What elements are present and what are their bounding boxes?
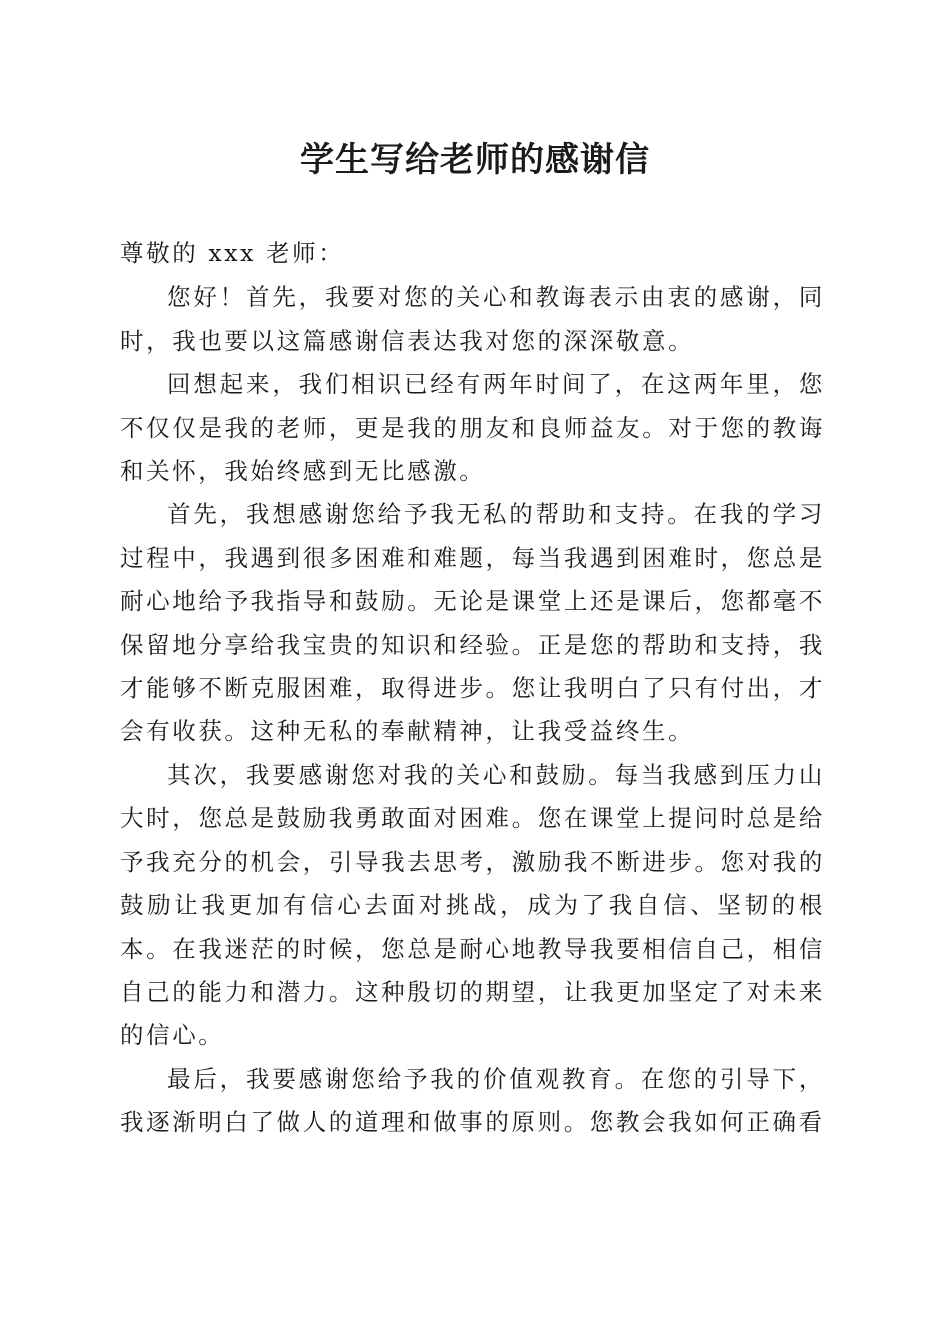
document-title: 学生写给老师的感谢信 — [300, 140, 650, 180]
salutation: 尊敬的 xxx 老师： — [120, 239, 345, 267]
paragraph-values: 最后，我要感谢您给予我的价值观教育。在您的引导下，我逐渐明白了做人的道理和做事的原则。您教会我如何正确看 — [120, 1064, 825, 1137]
paragraph-greeting: 您好！首先，我要对您的关心和教诲表示由衷的感谢，同时，我也要以这篇感谢信表达我对您的深深敬意。 — [120, 283, 825, 355]
letter-body — [120, 232, 825, 1145]
paragraph-recollection: 回想起来，我们相识已经有两年时间了，在这两年里，您不仅仅是我的老师，更是我的朋友和良师益友。对于您的教诲和关怀，我始终感到无比感激。 — [120, 370, 825, 486]
paragraph-help-support: 首先，我想感谢您给予我无私的帮助和支持。在我的学习过程中，我遇到很多困难和难题，每当我遇到困难时，您总是耐心地给予我指导和鼓励。无论是课堂上还是课后，您都毫不保留地分享给我宝贵的知识和经验。正是您的帮助和支持，我才能够不断克服困难，取得进步。您让我明白了只有付出，才会有收获。这种无私的奉献精神，让我受益终生。 — [120, 500, 825, 746]
paragraph-encouragement: 其次，我要感谢您对我的关心和鼓励。每当我感到压力山大时，您总是鼓励我勇敢面对困难。您在课堂上提问时总是给予我充分的机会，引导我去思考，激励我不断进步。您对我的鼓励让我更加有信心去面对挑战，成为了我自信、坚韧的根本。在我迷茫的时候，您总是耐心地教导我要相信自己，相信自己的能力和潜力。这种殷切的期望，让我更加坚定了对未来的信心。 — [120, 760, 825, 1050]
